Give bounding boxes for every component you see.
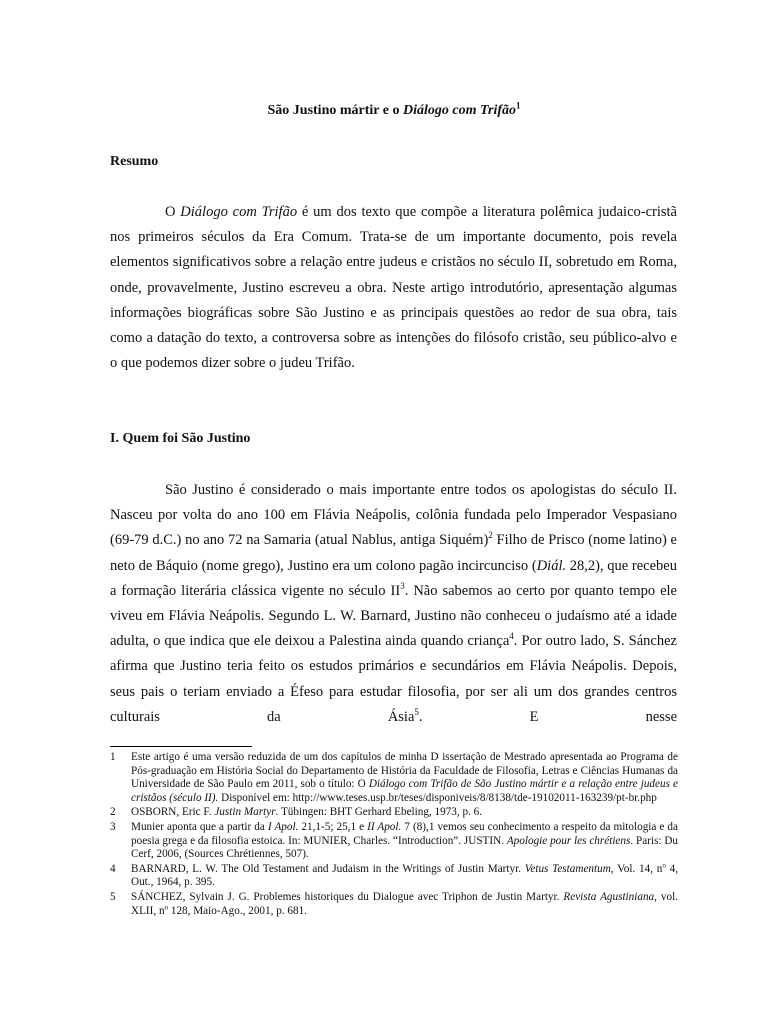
- footnote-text: . Tübingen: BHT Gerhard Ebeling, 1973, p. 6.: [275, 806, 483, 819]
- footnote-italic: I Apol.: [267, 820, 299, 833]
- abstract-heading: Resumo: [110, 154, 159, 169]
- footnote-2: [110, 806, 678, 820]
- section-paragraph: [110, 478, 677, 730]
- section-body: [110, 478, 677, 730]
- footnote-number: 4: [110, 862, 116, 875]
- title-footnote-ref[interactable]: 1: [516, 100, 521, 111]
- title-text: São Justino mártir e o: [267, 103, 403, 118]
- footnote-text: 21,1-5; 25,1 e: [298, 820, 368, 833]
- footnote-superscript: o: [662, 861, 666, 870]
- footnote-italic: Apologie pour les chrétiens: [506, 834, 631, 847]
- abstract-body: [110, 200, 677, 376]
- abstract-text: é um dos texto que compõe a literatura polêmica judaico-cristã nos primeiros séculos da Era Comum. Trata-se de um importante documento, pois revela elementos significativos sobre a relação entre judeus e cristãos no século II, sobretudo em Roma, onde, provavelmente, Justino escreveu a obra. Neste artigo introdutório, apresentação algumas informações biográficas sobre São Justino e as principais questões ao redor de sua obra, tais como a datação do texto, a controversa sobre as intenções do filósofo cristão, seu público-alvo e o que podemos dizer sobre o judeu Trifão.: [110, 204, 677, 372]
- section-text-4: . Não sabemos ao certo por quanto tempo ele viveu em Flávia Neápolis. Segundo L. W. Barnard, Justino não conheceu o judaísmo até a idade adulta, o que indica que ele deixou a Palestina ainda quando criança: [110, 582, 677, 650]
- footnote-text: Disponível em: http://www.teses.usp.br/teses/disponiveis/8/8138/tde-19102011-163239/pt-br.php: [218, 791, 657, 804]
- section-heading: I. Quem foi São Justino: [110, 431, 251, 446]
- footnote-4: [110, 863, 678, 890]
- footnote-number: 1: [110, 751, 116, 763]
- abstract-intro: O: [165, 204, 181, 220]
- title-italic: Diálogo com Trifão: [402, 103, 516, 118]
- footnote-text: 7 (8),1 vemos seu conhecimento a respeito da mitologia e da poesia grega e da filosofia estoica. In: MUNIER, Charles. “Introduction”. JUSTIN.: [131, 820, 678, 847]
- section-text-1: São Justino é considerado o mais importante entre todos os apologistas do século II. Nasceu por volta do ano 100 em Flávia Neápolis, colônia fundada pelo Imperador Vespasiano (69-79 d.C.) no ano 72 na Samaria (atual Nablus, antiga Siquém): [110, 482, 677, 549]
- abstract-work-title: Diálogo com Trifão: [180, 204, 298, 220]
- footnote-number: 3: [110, 820, 116, 833]
- footnote-5: [110, 891, 678, 918]
- footnote-text: Munier aponta que a partir da: [131, 820, 268, 833]
- footnote-italic: Revista Agustiniana: [563, 890, 655, 903]
- footnote-italic: Justin Martyr: [214, 806, 276, 819]
- footnote-text: 128, Maio-Ago., 2001, p. 681.: [168, 904, 307, 917]
- footnote-separator: [110, 746, 252, 747]
- footnotes: [110, 751, 678, 919]
- footnote-ref-2[interactable]: 2: [488, 530, 493, 541]
- footnote-italic: Diálogo com Trifão de São Justino mártir e a relação entre judeus e cristãos (século II).: [131, 778, 678, 804]
- section-text-2: Filho de Prisco (nome latino) e neto de Báquio (nome grego), Justino era um colono pagão incircunciso (: [110, 532, 677, 574]
- footnote-text: BARNARD, L. W. The Old Testament and Judaism in the Writings of Justin Martyr.: [131, 862, 525, 875]
- footnote-number: 2: [110, 806, 116, 819]
- article-title: [0, 100, 768, 119]
- footnote-text: . Paris: Du Cerf, 2006, (Sources Chrétiennes, 507).: [131, 834, 678, 861]
- footnote-ref-5[interactable]: 5: [414, 707, 419, 717]
- section-abbrev: Diál.: [536, 557, 567, 574]
- footnote-italic: Vetus Testamentum: [524, 862, 611, 875]
- footnote-text: 4, Out., 1964, p. 395.: [131, 862, 679, 889]
- footnote-3: [110, 821, 678, 862]
- footnote-number: 5: [110, 890, 116, 903]
- section-text-3: 28,2), que recebeu a formação literária clássica vigente no século II: [110, 557, 677, 599]
- footnote-text: , vol. XLII, n: [131, 890, 678, 917]
- section-text-6: . E nesse: [418, 708, 677, 725]
- footnote-ref-3[interactable]: 3: [400, 580, 405, 591]
- footnote-text: Este artigo é uma versão reduzida de um dos capítulos de minha D issertação de Mestrado apresentada ao Programa de Pós-graduação em História Social do Departamento de História da Faculdade de Filosofia, Letras e Ciências Humanas da Universidade de São Paulo em 2011, sob o título: O: [131, 751, 678, 791]
- footnote-text: , Vol. 14, n: [610, 862, 663, 875]
- footnote-italic: II Apol.: [367, 820, 402, 833]
- footnote-1: [110, 751, 678, 805]
- section-text-5: . Por outro lado, S. Sánchez afirma que Justino teria feito os estudos primários e secundários em Flávia Neápolis. Depois, seus pais o teriam enviado a Éfeso para estudar filosofia, por ser ali um dos grandes centros culturais da Ásia: [110, 633, 677, 725]
- footnote-ref-4[interactable]: 4: [509, 631, 514, 642]
- footnote-text: OSBORN, Eric F.: [131, 806, 215, 819]
- footnote-text: SÁNCHEZ, Sylvain J. G. Problemes historiques du Dialogue avec Triphon de Justin Martyr.: [131, 890, 564, 903]
- abstract-paragraph: [110, 200, 677, 376]
- footnote-superscript: o: [164, 902, 169, 911]
